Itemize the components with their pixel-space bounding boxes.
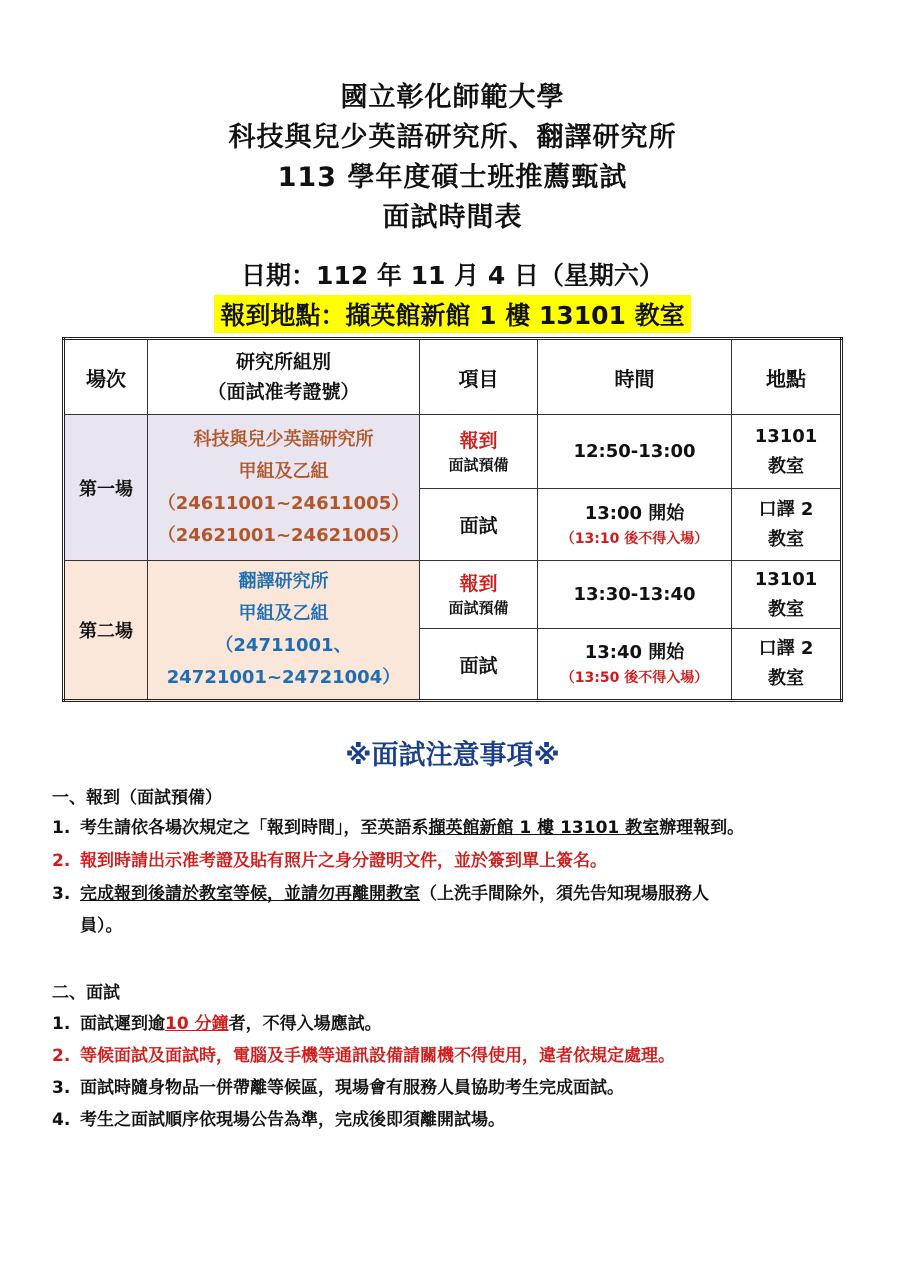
- place-line: 教室: [768, 668, 804, 689]
- item-number: 1.: [52, 818, 71, 838]
- interview-label: 面試: [420, 629, 538, 701]
- table-row: [64, 561, 842, 629]
- item-text: 者，不得入場應試。: [228, 1014, 382, 1034]
- dept-line: （24611001~24611005）: [157, 492, 410, 514]
- place-line: 13101: [754, 568, 818, 590]
- header-time: 時間: [538, 339, 732, 415]
- section1-heading: 一、報到（面試預備）: [52, 788, 222, 808]
- exam-title: 113 學年度碩士班推薦甄試: [277, 162, 628, 193]
- institute-title: 科技與兒少英語研究所、翻譯研究所: [228, 122, 677, 153]
- interview-time-cell: [538, 489, 732, 561]
- item-text: （上洗手間除外，須先告知現場服務人: [420, 884, 709, 904]
- place-line: 口譯 2: [758, 638, 814, 659]
- item-text: 面試遲到逾: [80, 1014, 165, 1034]
- dept-line: 翻譯研究所: [238, 571, 329, 592]
- item-number: 2.: [52, 851, 71, 871]
- item-text: 等候面試及面試時，電腦及手機等通訊設備請關機不得使用，違者依規定處理。: [80, 1046, 675, 1066]
- item-text-underlined: 擷英館新館 1 樓 13101 教室: [428, 818, 660, 838]
- session-name: 第二場: [64, 561, 148, 701]
- venue-wrap: [0, 295, 905, 333]
- list-item: [52, 1040, 862, 1072]
- item-text: 面試時隨身物品一併帶離等候區，現場會有服務人員協助考生完成面試。: [80, 1078, 624, 1098]
- dept-line: 科技與兒少英語研究所: [193, 428, 374, 450]
- interview-time: 13:00 開始: [584, 502, 685, 524]
- place-line: 口譯 2: [758, 498, 814, 520]
- checkin-time: 12:50-13:00: [538, 415, 732, 489]
- notice-title: ※面試注意事項※: [345, 740, 560, 771]
- place-line: 13101: [754, 425, 818, 447]
- item-text-highlight: 10 分鐘: [165, 1014, 229, 1034]
- list-item: [52, 878, 862, 942]
- checkin-sub: 面試預備: [448, 599, 509, 617]
- exam-date: 日期：112 年 11 月 4 日（星期六）: [241, 261, 664, 290]
- title-block: [0, 78, 905, 238]
- list-item: [52, 1008, 862, 1040]
- interview-place: [732, 489, 842, 561]
- checkin-venue: 報到地點：擷英館新館 1 樓 13101 教室: [214, 295, 690, 333]
- header-dept: [148, 339, 420, 415]
- item-number: 1.: [52, 1014, 71, 1034]
- list-item: [52, 845, 862, 877]
- dept-line: （24621001~24621005）: [157, 524, 410, 546]
- checkin-place: [732, 561, 842, 629]
- session-dept: [148, 415, 420, 561]
- dept-line: （24711001、: [215, 635, 352, 656]
- list-item: [52, 1072, 862, 1104]
- header-dept-line1: 研究所組別: [235, 351, 331, 373]
- header-session: 場次: [64, 339, 148, 415]
- interview-place: [732, 629, 842, 701]
- checkin-time: 13:30-13:40: [538, 561, 732, 629]
- checkin-item: [420, 415, 538, 489]
- item-number: 3.: [52, 884, 71, 904]
- interview-label: 面試: [420, 489, 538, 561]
- list-item: [52, 812, 862, 844]
- item-text-continued: 員）。: [80, 916, 123, 936]
- university-title: 國立彰化師範大學: [340, 82, 565, 113]
- list-item: [52, 1104, 862, 1136]
- place-line: 教室: [768, 528, 804, 550]
- interview-note: （13:50 後不得入場）: [560, 670, 709, 686]
- checkin-place: [732, 415, 842, 489]
- session-name: 第一場: [64, 415, 148, 561]
- item-number: 3.: [52, 1078, 71, 1098]
- interview-time-cell: [538, 629, 732, 701]
- section2-heading: 二、面試: [52, 983, 120, 1003]
- dept-line: 甲組及乙組: [238, 603, 329, 624]
- session-dept: [148, 561, 420, 701]
- schedule-table: [62, 337, 843, 702]
- checkin-sub: 面試預備: [448, 456, 509, 474]
- item-number: 4.: [52, 1110, 71, 1130]
- dept-line: 甲組及乙組: [238, 460, 329, 482]
- header-place: 地點: [732, 339, 842, 415]
- header-dept-line2: （面試准考證號）: [207, 381, 360, 403]
- place-line: 教室: [768, 455, 804, 477]
- item-text: 考生之面試順序依現場公告為準，完成後即須離開試場。: [80, 1110, 505, 1130]
- item-text-underlined: 完成報到後請於教室等候，並請勿再離開教室: [80, 884, 420, 904]
- interview-note: （13:10 後不得入場）: [560, 530, 709, 547]
- item-text: 辦理報到。: [659, 818, 745, 838]
- table-row: [64, 415, 842, 489]
- item-text: 報到時請出示准考證及貼有照片之身分證明文件，並於簽到單上簽名。: [80, 851, 607, 871]
- checkin-label: 報到: [459, 573, 498, 595]
- item-number: 2.: [52, 1046, 71, 1066]
- item-text: 考生請依各場次規定之「報到時間」，至英語系: [80, 818, 429, 838]
- checkin-item: [420, 561, 538, 629]
- schedule-title: 面試時間表: [382, 202, 523, 233]
- dept-line: 24721001~24721004）: [166, 667, 401, 688]
- interview-time: 13:40 開始: [584, 642, 685, 663]
- header-item: 項目: [420, 339, 538, 415]
- checkin-label: 報到: [459, 430, 498, 452]
- table-header-row: [64, 339, 842, 415]
- place-line: 教室: [768, 598, 804, 620]
